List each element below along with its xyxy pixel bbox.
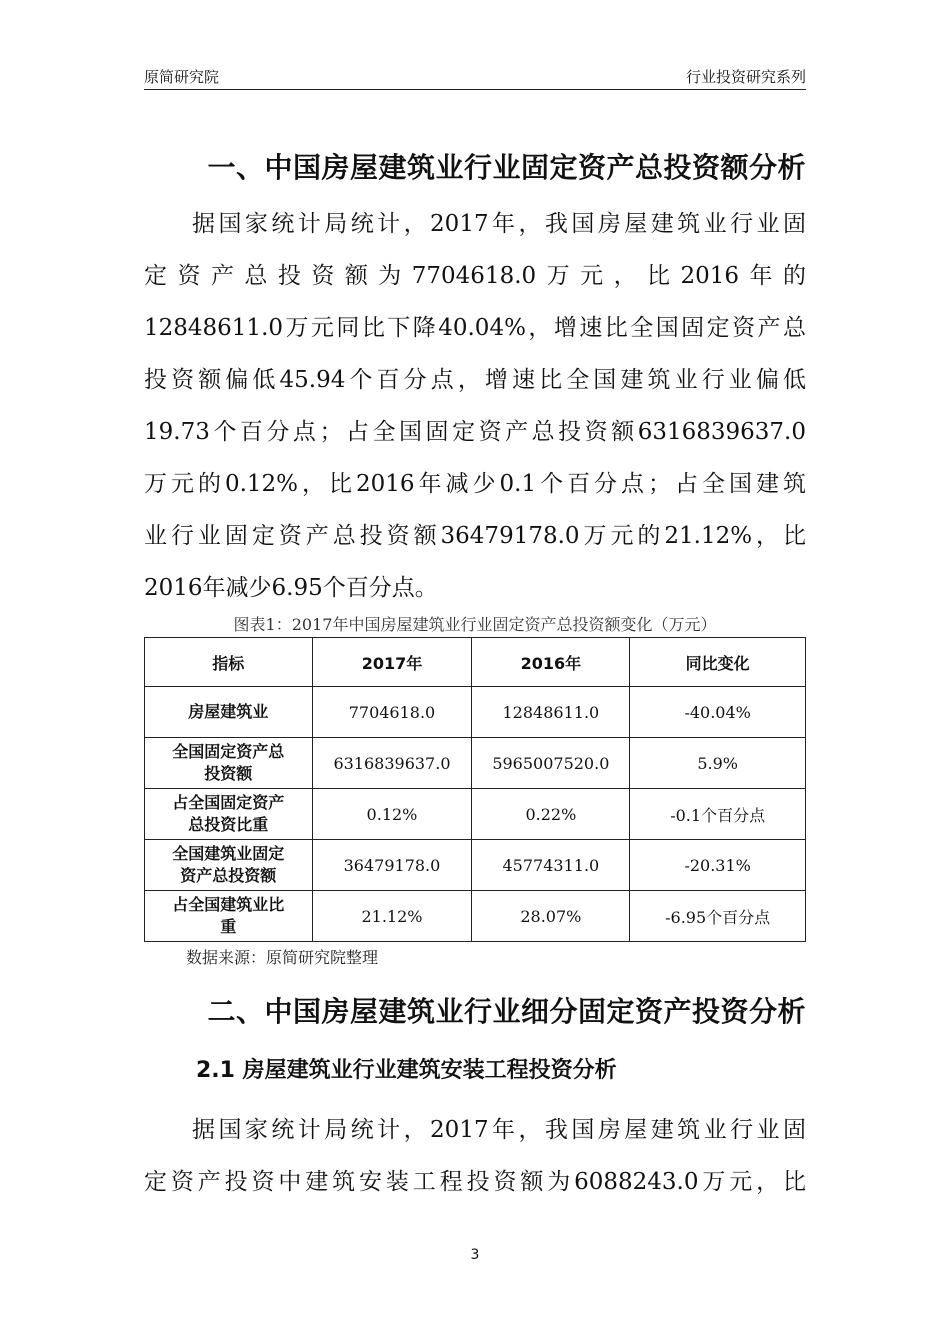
paragraph-line: 业行业固定资产总投资额36479178.0万元的21.12%，比 <box>144 523 806 549</box>
value-change: -40.04% <box>630 687 806 738</box>
row-label-line: 重 <box>220 917 237 936</box>
paragraph-line: 据国家统计局统计，2017年，我国房屋建筑业行业固 <box>192 211 806 237</box>
header-right-series: 行业投资研究系列 <box>685 68 806 86</box>
paragraph-line: 万元的0.12%，比2016年减少0.1个百分点；占全国建筑 <box>144 471 806 497</box>
column-header: 2016年 <box>472 638 630 687</box>
section1-heading: 一、中国房屋建筑业行业固定资产总投资额分析 <box>207 151 806 184</box>
paragraph-line: 定资产投资中建筑安装工程投资额为6088243.0万元，比 <box>144 1169 806 1195</box>
paragraph-line: 投资额偏低45.94个百分点，增速比全国建筑业行业偏低 <box>144 367 806 393</box>
row-label-line: 资产总投资额 <box>180 866 277 885</box>
value-2017: 21.12% <box>312 891 472 942</box>
value-2017: 7704618.0 <box>312 687 472 738</box>
paragraph-line: 定资产总投资额为7704618.0万元，比2016年的 <box>144 263 806 289</box>
row-label <box>145 840 313 891</box>
value-2016: 28.07% <box>472 891 630 942</box>
row-label-line: 全国建筑业固定 <box>172 844 285 863</box>
value-change: 5.9% <box>630 738 806 789</box>
header-divider <box>144 89 806 90</box>
value-2017: 6316839637.0 <box>312 738 472 789</box>
table-header-row <box>145 638 806 687</box>
value-2016: 0.22% <box>472 789 630 840</box>
row-label-line: 房屋建筑业 <box>188 702 269 721</box>
value-2016: 45774311.0 <box>472 840 630 891</box>
row-label-line: 总投资比重 <box>188 815 269 834</box>
data-source-note: 数据来源：原简研究院整理 <box>186 948 379 967</box>
table-row <box>145 789 806 840</box>
header-left-title: 原简研究院 <box>144 68 220 86</box>
row-label <box>145 789 313 840</box>
table-row <box>145 687 806 738</box>
investment-table <box>144 637 806 942</box>
value-change: -6.95个百分点 <box>630 891 806 942</box>
column-header: 同比变化 <box>630 638 806 687</box>
section2-heading: 二、中国房屋建筑业行业细分固定资产投资分析 <box>207 995 806 1028</box>
value-2016: 5965007520.0 <box>472 738 630 789</box>
table-row <box>145 891 806 942</box>
table-row <box>145 840 806 891</box>
table-row <box>145 738 806 789</box>
value-change: -0.1个百分点 <box>630 789 806 840</box>
paragraph-line: 19.73个百分点；占全国固定资产总投资额6316839637.0 <box>144 419 806 445</box>
value-2016: 12848611.0 <box>472 687 630 738</box>
value-2017: 0.12% <box>312 789 472 840</box>
paragraph-line: 12848611.0万元同比下降40.04%，增速比全国固定资产总 <box>144 315 806 341</box>
section2-subheading: 2.1 房屋建筑业行业建筑安装工程投资分析 <box>196 1058 617 1083</box>
paragraph-line: 据国家统计局统计，2017年，我国房屋建筑业行业固 <box>192 1117 806 1143</box>
row-label <box>145 738 313 789</box>
row-label-line: 全国固定资产总 <box>172 742 285 761</box>
row-label <box>145 891 313 942</box>
value-2017: 36479178.0 <box>312 840 472 891</box>
column-header: 指标 <box>145 638 313 687</box>
section2-paragraph <box>144 1104 806 1208</box>
row-label-line: 占全国建筑业比 <box>172 895 285 914</box>
section1-paragraph <box>144 198 806 614</box>
value-change: -20.31% <box>630 840 806 891</box>
row-label-line: 投资额 <box>204 764 253 783</box>
paragraph-line: 2016年减少6.95个百分点。 <box>144 575 438 601</box>
page-number: 3 <box>470 1247 480 1263</box>
row-label-line: 占全国固定资产 <box>172 793 285 812</box>
row-label <box>145 687 313 738</box>
column-header: 2017年 <box>312 638 472 687</box>
table-caption: 图表1：2017年中国房屋建筑业行业固定资产总投资额变化（万元） <box>233 615 717 634</box>
